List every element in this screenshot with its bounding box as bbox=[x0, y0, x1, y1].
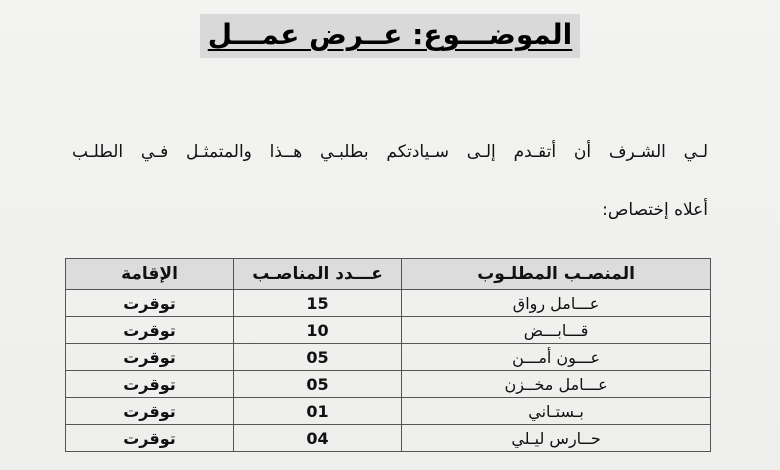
cell-residence: توقرت bbox=[66, 398, 234, 425]
cell-count: 01 bbox=[233, 398, 401, 425]
cell-position: عـــامل رواق bbox=[402, 290, 711, 317]
cell-position: عـــامل مخــزن bbox=[402, 371, 711, 398]
table-header-row bbox=[66, 259, 711, 290]
cell-residence: توقرت bbox=[66, 425, 234, 452]
header-position: المنصـب المطلـوب bbox=[402, 259, 711, 290]
header-residence: الإقامة bbox=[66, 259, 234, 290]
positions-table bbox=[65, 258, 711, 452]
cell-residence: توقرت bbox=[66, 317, 234, 344]
cell-count: 05 bbox=[233, 344, 401, 371]
cell-residence: توقرت bbox=[66, 290, 234, 317]
table-row bbox=[66, 344, 711, 371]
table-row bbox=[66, 290, 711, 317]
cell-residence: توقرت bbox=[66, 344, 234, 371]
table-row bbox=[66, 317, 711, 344]
subject-title: الموضـــوع: عــرض عمـــل bbox=[200, 14, 581, 58]
cell-position: بـستـاني bbox=[402, 398, 711, 425]
cell-position: قـــابـــض bbox=[402, 317, 711, 344]
cell-position: عـــون أمـــن bbox=[402, 344, 711, 371]
body-line-1: لـي الشـرف أن أتقـدم إلـى سـيادتكم بطلبـي هــذا والمتمثـل فـي الطلـب bbox=[72, 142, 708, 162]
cell-count: 04 bbox=[233, 425, 401, 452]
table-row bbox=[66, 425, 711, 452]
subject-heading bbox=[0, 14, 780, 58]
table-row bbox=[66, 398, 711, 425]
body-line-2: أعلاه إختصاص: bbox=[602, 200, 708, 220]
cell-count: 05 bbox=[233, 371, 401, 398]
cell-count: 10 bbox=[233, 317, 401, 344]
table-row bbox=[66, 371, 711, 398]
cell-position: حــارس ليـلي bbox=[402, 425, 711, 452]
header-count: عـــدد المناصـب bbox=[233, 259, 401, 290]
cell-count: 15 bbox=[233, 290, 401, 317]
cell-residence: توقرت bbox=[66, 371, 234, 398]
